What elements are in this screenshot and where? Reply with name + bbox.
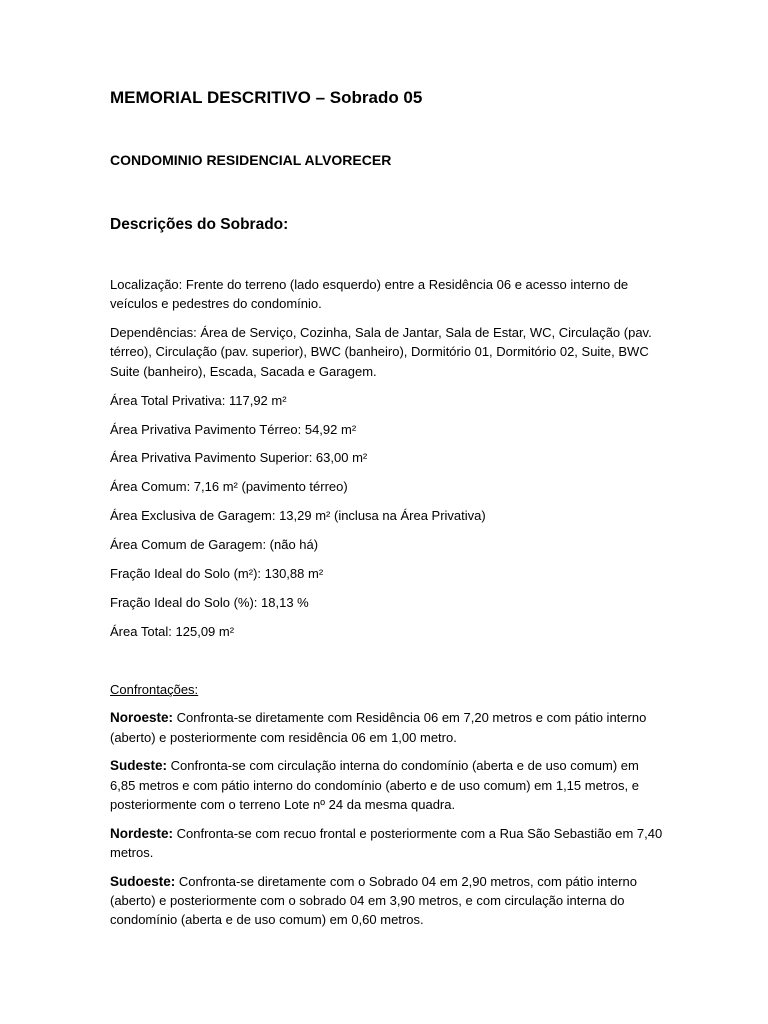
fracao-ideal-percent: Fração Ideal do Solo (%): 18,13 % (110, 594, 309, 610)
area-total-privativa: Área Total Privativa: 117,92 m² (110, 392, 287, 408)
paragraph-dependencias: Dependências: Área de Serviço, Cozinha, Sala de Jantar, Sala de Estar, WC, Circulação (pav. térreo), Circulação (pav. superior), BWC (banheiro), Dormitório 01, Dormitório 02, Suite, BWC Suite (banheiro), Escada, Sacada e Garagem. (110, 325, 652, 379)
section-heading-descricoes: Descrições do Sobrado: (110, 216, 289, 233)
direction-label: Sudeste: (110, 758, 168, 774)
confrontacao-text: Confronta-se diretamente com Residência 06 em 7,20 metros e com pátio interno (aberto) e posteriormente com residência 06 em 1,00 metro. (110, 710, 647, 745)
confrontacoes-block (110, 680, 665, 939)
area-privativa-superior: Área Privativa Pavimento Superior: 63,00 m² (110, 450, 368, 466)
area-total: Área Total: 125,09 m² (110, 623, 235, 639)
confrontacao-text: Confronta-se com circulação interna do condomínio (aberta e de uso comum) em 6,85 metros e com pátio interno do condomínio (aberto e de uso comum) em 1,15 metros, e posteriormente com o terreno Lote nº 24 da mesma quadra. (110, 758, 639, 812)
confrontacao-sudoeste (110, 872, 665, 930)
direction-label: Nordeste: (110, 825, 174, 841)
confrontacoes-heading: Confrontações: (110, 682, 199, 697)
confrontacao-text: Confronta-se diretamente com o Sobrado 04 em 2,90 metros, com pátio interno (aberto) e posteriormente com o sobrado 04 em 3,90 metros, e com circulação interna do condomínio (aberta e de uso comum) em 0,60 metros. (110, 873, 638, 928)
confrontacao-nordeste (110, 824, 665, 863)
confrontacao-text: Confronta-se com recuo frontal e posteriormente com a Rua São Sebastião em 7,40 metros. (110, 825, 663, 860)
direction-label: Noroeste: (110, 710, 174, 726)
direction-label: Sudoeste: (110, 873, 176, 889)
paragraph-localizacao: Localização: Frente do terreno (lado esquerdo) entre a Residência 06 e acesso interno de veículos e pedestres do condomínio. (110, 277, 629, 312)
area-exclusiva-garagem: Área Exclusiva de Garagem: 13,29 m² (inclusa na Área Privativa) (110, 508, 486, 524)
description-block (110, 275, 665, 651)
document-title: MEMORIAL DESCRITIVO – Sobrado 05 (110, 88, 423, 107)
area-comum: Área Comum: 7,16 m² (pavimento térreo) (110, 479, 348, 495)
confrontacao-sudeste (110, 756, 665, 814)
confrontacao-noroeste (110, 708, 665, 747)
fracao-ideal-m2: Fração Ideal do Solo (m²): 130,88 m² (110, 566, 324, 582)
condominium-name: CONDOMINIO RESIDENCIAL ALVORECER (110, 152, 392, 168)
area-comum-garagem: Área Comum de Garagem: (não há) (110, 537, 319, 553)
area-privativa-terreo: Área Privativa Pavimento Térreo: 54,92 m² (110, 421, 357, 437)
